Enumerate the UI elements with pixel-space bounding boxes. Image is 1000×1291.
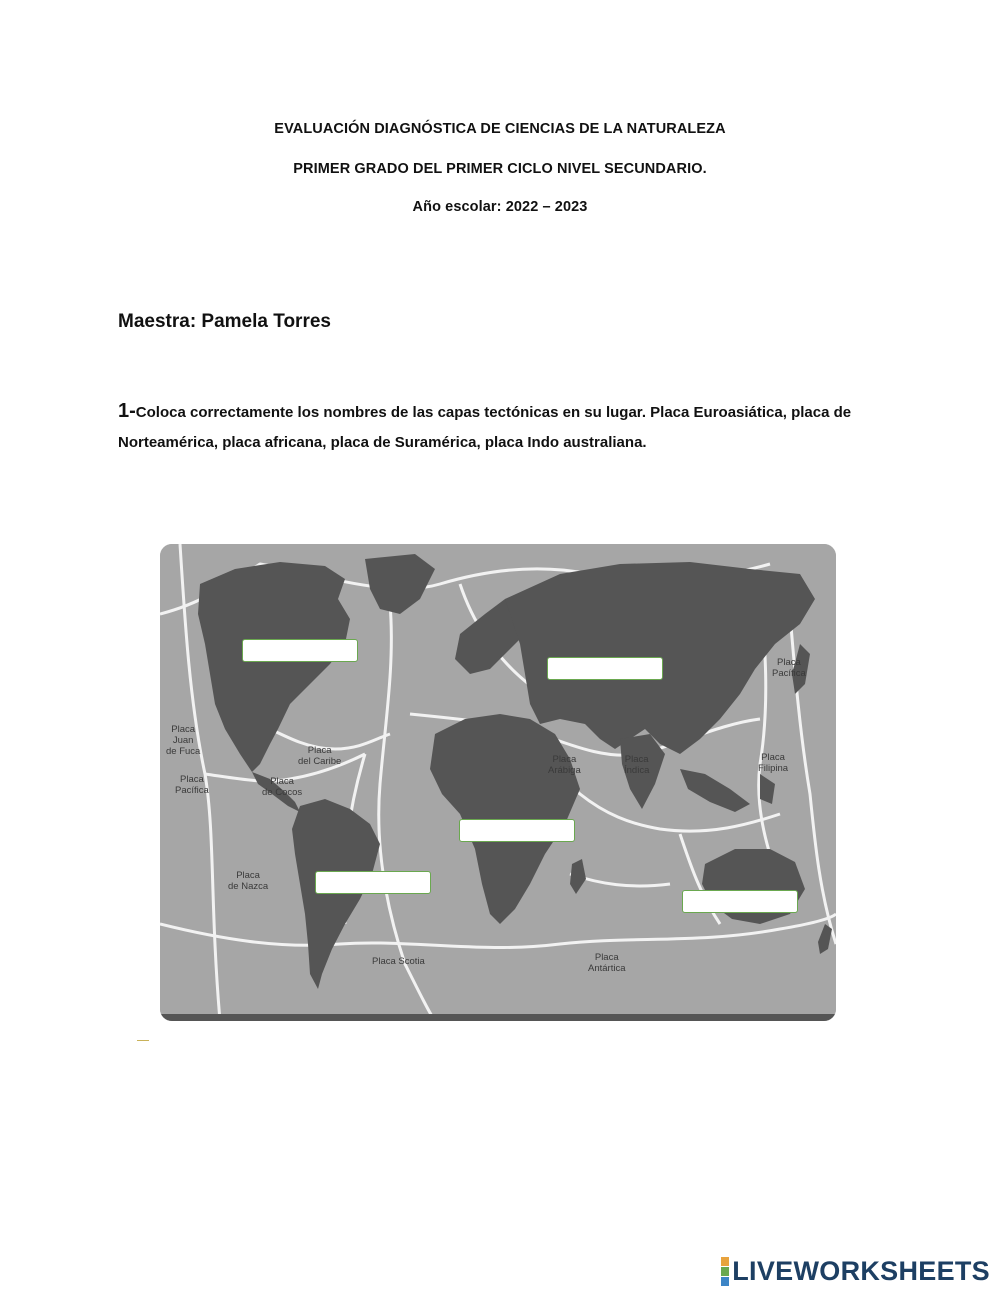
label-indian-plate: Placa Índica	[624, 754, 650, 776]
label-nazca-plate: Placa de Nazca	[228, 870, 269, 892]
answer-box-south-america[interactable]	[315, 871, 431, 894]
label-pacific-plate-west: Placa Pacífica	[175, 774, 209, 796]
teacher-name: Maestra: Pamela Torres	[118, 311, 331, 332]
label-pacific-plate-east: Placa Pacífica	[772, 657, 806, 679]
question-text: Coloca correctamente los nombres de las capas tectónicas en su lugar. Placa Euroasiática, placa de Norteamérica, placa africana, placa de Suramérica, placa Indo australiana.	[118, 404, 852, 451]
label-antarctic-plate: Placa Antártica	[588, 952, 626, 974]
answer-box-north-america[interactable]	[242, 639, 358, 662]
label-philippine-plate: Placa Filipina	[758, 752, 789, 774]
label-cocos-plate: Placa de Cocos	[262, 776, 303, 798]
brand-name: LIVEWORKSHEETS	[732, 1256, 990, 1286]
question-number: 1-	[118, 400, 136, 422]
answer-box-africa[interactable]	[459, 819, 575, 842]
label-caribbean-plate: Placa del Caribe	[298, 745, 342, 767]
liveworksheets-icon	[721, 1257, 729, 1287]
label-scotia-plate: Placa Scotia	[372, 956, 425, 967]
school-year: Año escolar: 2022 – 2023	[412, 199, 588, 215]
header-title: EVALUACIÓN DIAGNÓSTICA DE CIENCIAS DE LA NATURALEZA	[274, 121, 726, 137]
liveworksheets-logo	[721, 1256, 990, 1287]
question-1	[118, 396, 898, 458]
label-juan-de-fuca-plate: Placa Juan de Fuca	[166, 724, 201, 757]
header-subtitle: PRIMER GRADO DEL PRIMER CICLO NIVEL SECUNDARIO.	[293, 161, 707, 177]
answer-box-indo-australia[interactable]	[682, 890, 798, 913]
tectonic-plates-map	[160, 544, 836, 1021]
label-arabian-plate: Placa Arábiga	[548, 754, 581, 776]
small-mark	[137, 1040, 149, 1041]
answer-box-eurasia[interactable]	[547, 657, 663, 680]
